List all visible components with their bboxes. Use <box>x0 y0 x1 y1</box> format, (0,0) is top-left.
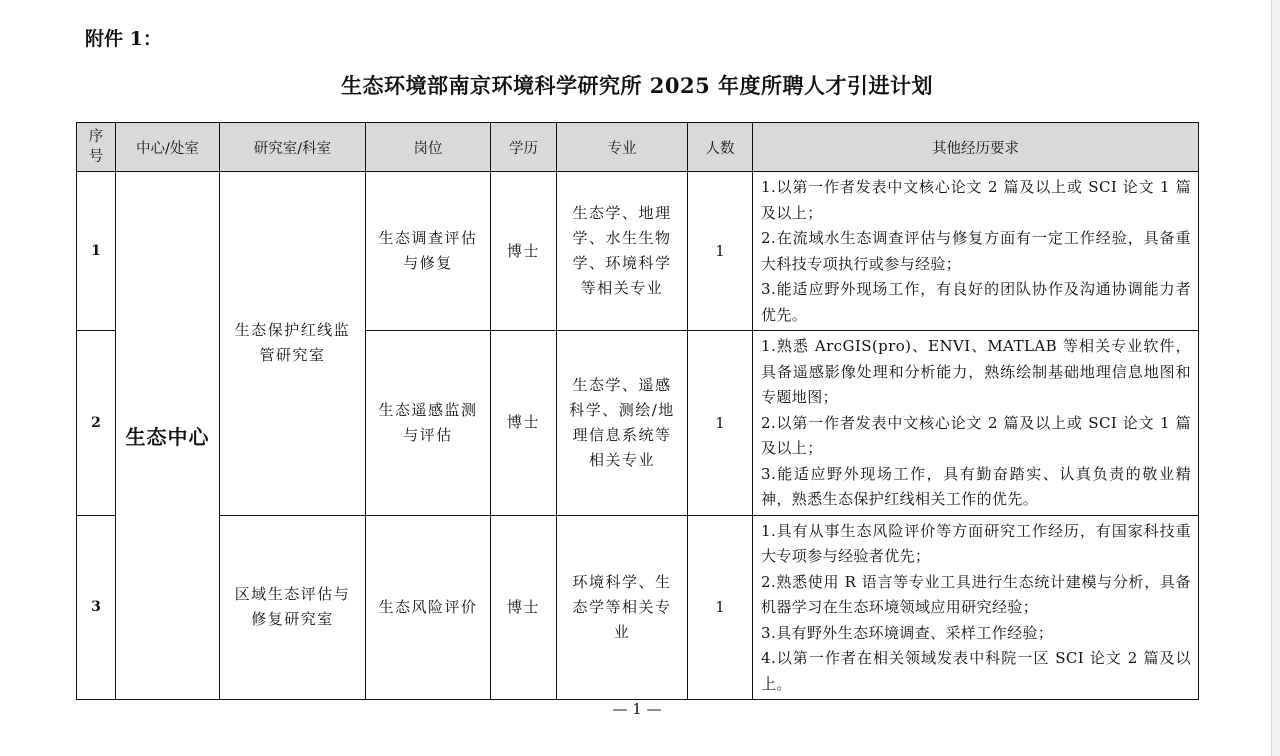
header-degree: 学历 <box>491 123 557 172</box>
requirement-item: 1.具有从事生态风险评价等方面研究工作经历，有国家科技重大专项参与经验者优先； <box>761 521 1191 565</box>
lab-name <box>220 515 366 700</box>
requirement-item: 3.能适应野外现场工作，有良好的团队协作及沟通协调能力者优先。 <box>761 280 1191 324</box>
major-text: 环境科学、生态学等相关专业 <box>572 572 672 641</box>
document-title: 生态环境部南京环境科学研究所 2025 年度所聘人才引进计划 <box>340 73 934 98</box>
header-major: 专业 <box>557 123 688 172</box>
lab-name-text: 区域生态评估与修复研究室 <box>234 585 351 629</box>
center-name: 生态中心 <box>116 172 220 700</box>
count-cell: 1 <box>688 172 753 331</box>
vertical-scrollbar[interactable] <box>1271 0 1280 756</box>
page-number: — 1 — <box>612 700 662 718</box>
requirement-item: 3.具有野外生态环境调查、采样工作经验； <box>761 623 1054 642</box>
count-cell: 1 <box>688 515 753 700</box>
requirements-cell <box>753 331 1199 516</box>
header-center: 中心/处室 <box>116 123 220 172</box>
requirement-item: 1.以第一作者发表中文核心论文 2 篇及以上或 SCI 论文 1 篇及以上； <box>761 178 1191 222</box>
row-seq: 2 <box>77 331 116 516</box>
header-seq <box>77 123 116 172</box>
header-seq-line2: 号 <box>88 149 104 165</box>
position-cell <box>366 331 491 516</box>
requirements-cell <box>753 515 1199 700</box>
requirement-item: 2.熟悉使用 R 语言等专业工具进行生态统计建模与分析，具备机器学习在生态环境领域应用研究经验； <box>761 572 1191 616</box>
requirement-item: 3.能适应野外现场工作，具有勤奋踏实、认真负责的敬业精神，熟悉生态保护红线相关工作的优先。 <box>761 464 1191 508</box>
position-text: 生态调查评估与修复 <box>378 229 478 272</box>
lab-name-text: 生态保护红线监管研究室 <box>234 321 351 365</box>
major-cell <box>557 331 688 516</box>
table-row <box>77 172 1199 331</box>
position-cell <box>366 515 491 700</box>
header-lab: 研究室/科室 <box>220 123 366 172</box>
table-row <box>77 515 1199 700</box>
degree-cell: 博士 <box>491 172 557 331</box>
degree-cell: 博士 <box>491 515 557 700</box>
header-seq-line1: 序 <box>88 129 104 145</box>
annex-label: 附件 1： <box>85 28 162 50</box>
requirements-cell <box>753 172 1199 331</box>
lab-name <box>220 172 366 516</box>
header-position: 岗位 <box>366 123 491 172</box>
position-text: 生态风险评价 <box>378 597 478 616</box>
major-text: 生态学、遥感科学、测绘/地理信息系统等相关专业 <box>569 375 675 469</box>
degree-cell: 博士 <box>491 331 557 516</box>
header-count: 人数 <box>688 123 753 172</box>
position-cell <box>366 172 491 331</box>
header-requirements: 其他经历要求 <box>753 123 1199 172</box>
position-text: 生态遥感监测与评估 <box>378 400 478 444</box>
requirement-item: 4.以第一作者在相关领域发表中科院一区 SCI 论文 2 篇及以上。 <box>761 649 1191 693</box>
requirement-item: 2.在流域水生态调查评估与修复方面有一定工作经验，具备重大科技专项执行或参与经验； <box>761 229 1191 273</box>
count-cell: 1 <box>688 331 753 516</box>
table-header-row <box>77 123 1199 172</box>
requirement-item: 1.熟悉 ArcGIS(pro)、ENVI、MATLAB 等相关专业软件，具备遥感影像处理和分析能力，熟练绘制基础地理信息地图和专题地图； <box>761 337 1191 406</box>
row-seq: 1 <box>77 172 116 331</box>
major-text: 生态学、地理学、水生生物学、环境科学等相关专业 <box>572 204 672 297</box>
row-seq: 3 <box>77 515 116 700</box>
talent-plan-table <box>76 122 1199 700</box>
requirement-item: 2.以第一作者发表中文核心论文 2 篇及以上或 SCI 论文 1 篇及以上； <box>761 413 1191 457</box>
major-cell <box>557 172 688 331</box>
major-cell <box>557 515 688 700</box>
